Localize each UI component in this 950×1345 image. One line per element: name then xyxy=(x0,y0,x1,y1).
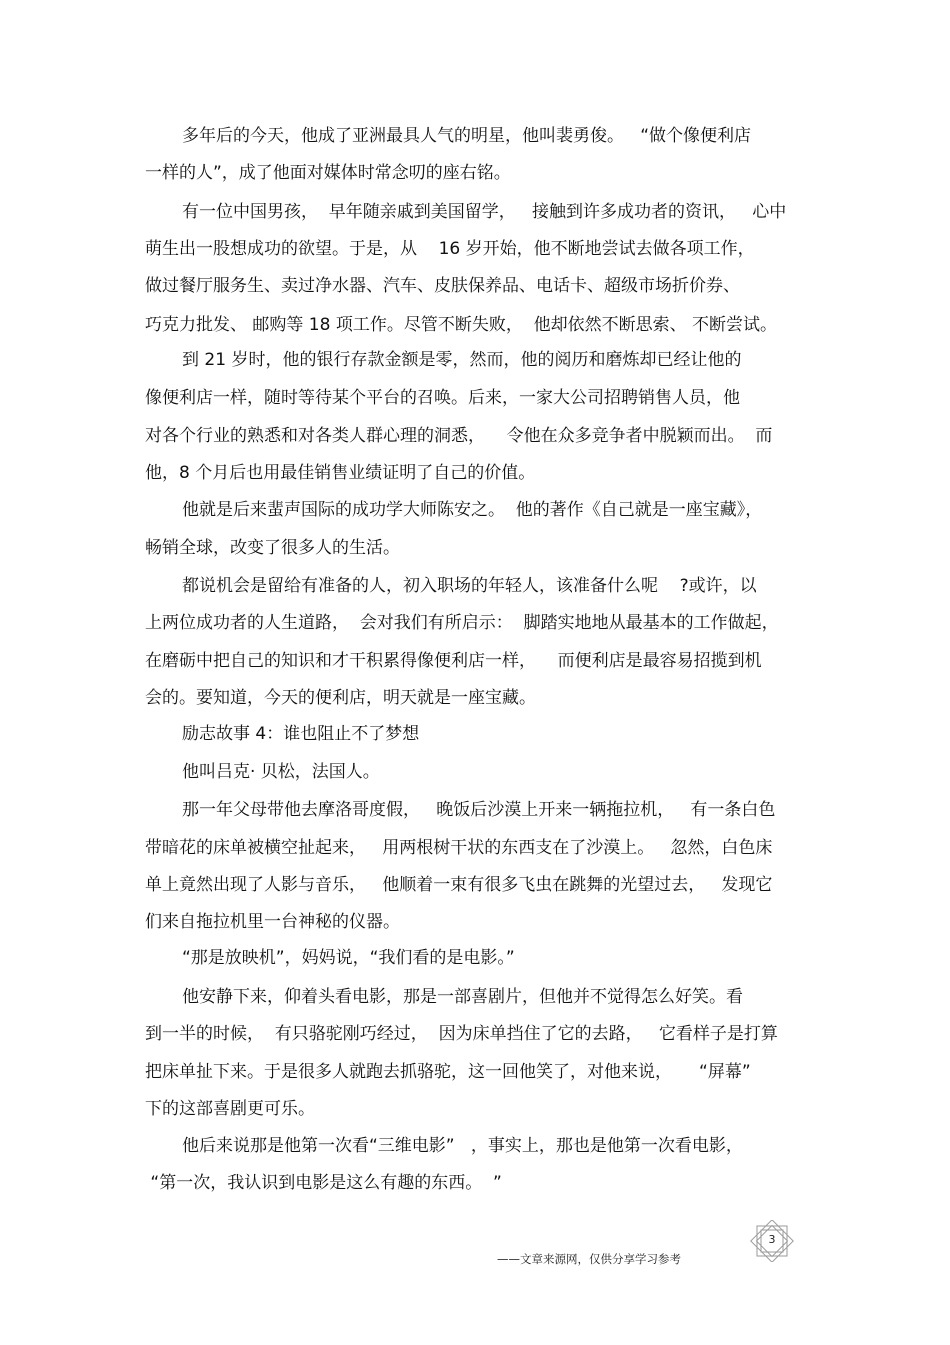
text-line: 们来自拖拉机里一台神秘的仪器。 xyxy=(145,912,400,932)
text-line: 他叫吕克· 贝松，法国人。 xyxy=(182,762,380,782)
text-line: 做过餐厅服务生、卖过净水器、汽车、皮肤保养品、电话卡、超级市场折价券、 xyxy=(145,276,740,296)
text-line: 在磨砺中把自己的知识和才干积累得像便利店一样， 而便利店是最容易招揽到机 xyxy=(145,651,762,671)
text-line: 他后来说那是他第一次看“三维电影” ，事实上，那也是他第一次看电影， xyxy=(182,1136,743,1156)
text-line: 把床单扯下来。于是很多人就跑去抓骆驼，这一回他笑了，对他来说， “屏幕” xyxy=(145,1062,751,1082)
text-line: 那一年父母带他去摩洛哥度假， 晚饭后沙漠上开来一辆拖拉机， 有一条白色 xyxy=(182,800,776,820)
text-line: 下的这部喜剧更可乐。 xyxy=(145,1099,315,1119)
text-line: 巧克力批发、 邮购等 18 项工作。尽管不断失败， 他却依然不断思索、 不断尝试。 xyxy=(145,315,778,335)
text-line: 单上竟然出现了人影与音乐， 他顺着一束有很多飞虫在跳舞的光望过去， 发现它 xyxy=(145,875,773,895)
text-line: 对各个行业的熟悉和对各类人群心理的洞悉， 令他在众多竞争者中脱颖而出。 而 xyxy=(145,426,773,446)
footer-source-note: ——文章来源网，仅供分享学习参考 xyxy=(497,1252,681,1266)
text-line: 畅销全球，改变了很多人的生活。 xyxy=(145,538,400,558)
text-line: 到一半的时候， 有只骆驼刚巧经过， 因为床单挡住了它的去路， 它看样子是打算 xyxy=(145,1024,778,1044)
text-line: 他，8 个月后也用最佳销售业绩证明了自己的价值。 xyxy=(145,463,536,483)
text-line: 多年后的今天，他成了亚洲最具人气的明星，他叫裴勇俊。 “做个像便利店 xyxy=(182,126,752,146)
text-line: 一样的人”，成了他面对媒体时常念叨的座右铭。 xyxy=(145,163,511,183)
text-line: “那是放映机”，妈妈说，“我们看的是电影。” xyxy=(182,948,515,968)
section-heading: 励志故事 4：谁也阻止不了梦想 xyxy=(182,724,420,744)
text-line: 上两位成功者的人生道路， 会对我们有所启示： 脚踏实地地从最基本的工作做起， xyxy=(145,613,779,633)
text-line: 到 21 岁时，他的银行存款金额是零，然而，他的阅历和磨炼却已经让他的 xyxy=(182,350,742,370)
text-line: 都说机会是留给有准备的人，初入职场的年轻人，该准备什么呢 ?或许，以 xyxy=(182,576,757,596)
page-number: 3 xyxy=(768,1233,776,1246)
text-line: 有一位中国男孩， 早年随亲戚到美国留学， 接触到许多成功者的资讯， 心中 xyxy=(182,202,787,222)
text-line: 他就是后来蜚声国际的成功学大师陈安之。 他的著作《自己就是一座宝藏》， xyxy=(182,500,763,520)
text-line: 会的。要知道，今天的便利店，明天就是一座宝藏。 xyxy=(145,688,536,708)
text-line: 带暗花的床单被横空扯起来， 用两根树干状的东西支在了沙漠上。 忽然，白色床 xyxy=(145,838,773,858)
text-line: 像便利店一样，随时等待某个平台的召唤。后来，一家大公司招聘销售人员，他 xyxy=(145,388,740,408)
text-line: “第一次，我认识到电影是这么有趣的东西。 ” xyxy=(145,1173,502,1193)
text-line: 他安静下来，仰着头看电影，那是一部喜剧片，但他并不觉得怎么好笑。看 xyxy=(182,987,743,1007)
text-line: 萌生出一股想成功的欲望。于是，从 16 岁开始，他不断地尝试去做各项工作， xyxy=(145,239,755,259)
page-number-badge xyxy=(748,1220,796,1262)
